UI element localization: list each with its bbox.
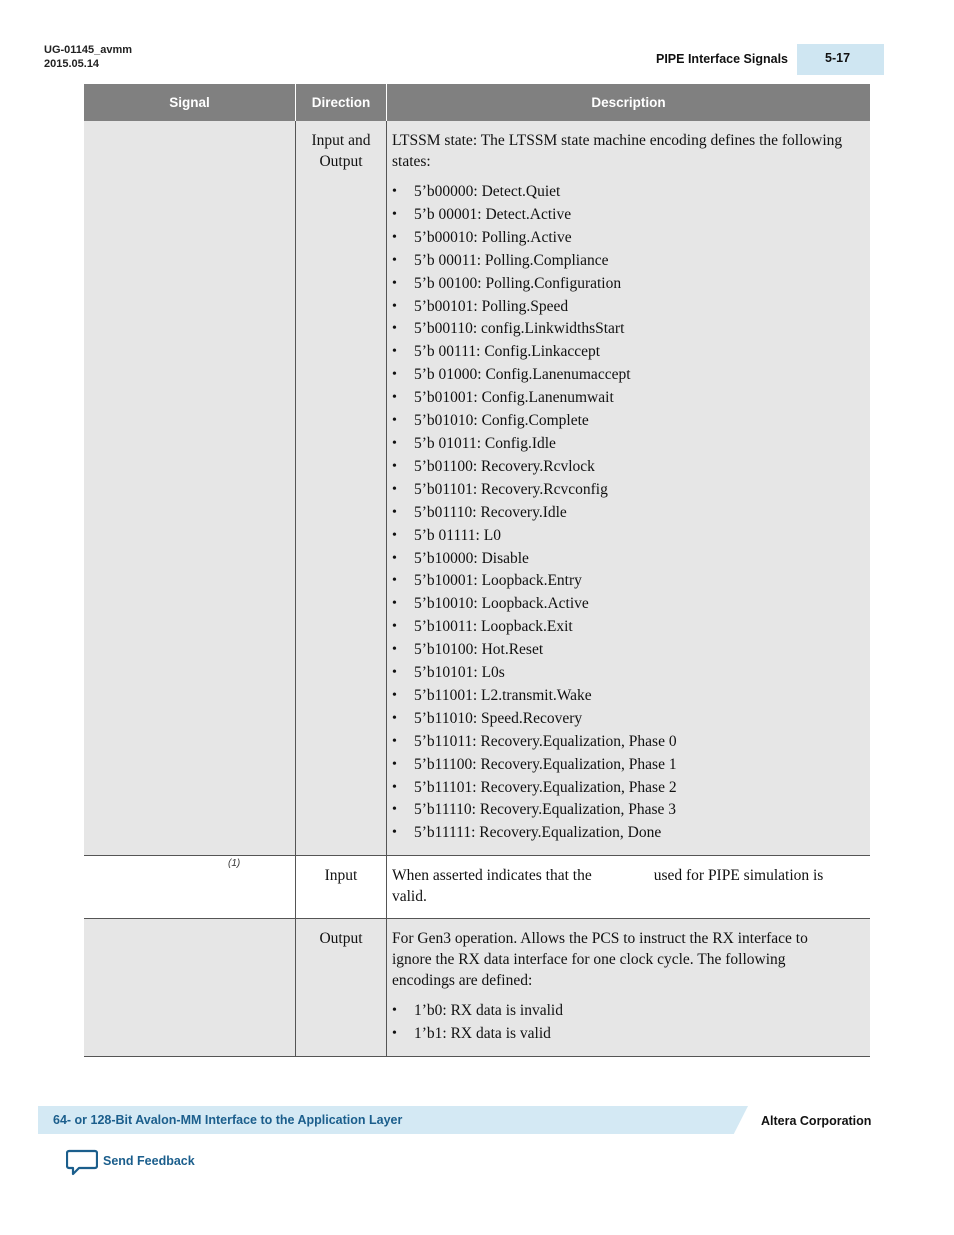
description-text-b: used for PIPE simulation is valid.	[392, 867, 824, 906]
list-item: • 5’b10001: Loopback.Entry	[392, 570, 850, 593]
list-item: • 5’b11011: Recovery.Equalization, Phase 0	[392, 731, 850, 754]
signal-cell	[84, 856, 296, 919]
list-item: • 5’b 01000: Config.Lanenumaccept	[392, 364, 850, 387]
table-header-row	[84, 84, 870, 121]
list-item: • 5’b00000: Detect.Quiet	[392, 181, 850, 204]
description-cell	[387, 121, 871, 856]
list-item: • 5’b00101: Polling.Speed	[392, 296, 850, 319]
list-item: • 5’b01001: Config.Lanenumwait	[392, 387, 850, 410]
list-item: • 5’b 01111: L0	[392, 525, 850, 548]
page-number-tab	[797, 44, 884, 75]
direction-cell: Input	[296, 856, 387, 919]
direction-cell: Output	[296, 919, 387, 1057]
encoding-list	[392, 1000, 850, 1046]
list-item: • 5’b01101: Recovery.Rcvconfig	[392, 479, 850, 502]
description-text-a: When asserted indicates that the	[392, 867, 592, 885]
document-id-block	[44, 43, 132, 71]
list-item: • 5’b00110: config.LinkwidthsStart	[392, 318, 850, 341]
list-item: • 5’b 00111: Config.Linkaccept	[392, 341, 850, 364]
description-cell	[387, 856, 871, 919]
list-item: • 1’b0: RX data is invalid	[392, 1000, 850, 1023]
list-item: • 5’b10011: Loopback.Exit	[392, 616, 850, 639]
list-item: • 5’b10101: L0s	[392, 662, 850, 685]
page-number: 5-17	[825, 51, 851, 65]
list-item: • 5’b11101: Recovery.Equalization, Phase 2	[392, 777, 850, 800]
description-text: LTSSM state: The LTSSM state machine encoding defines the following states:	[392, 132, 843, 170]
footer-company: Altera Corporation	[761, 1114, 872, 1128]
list-item: • 5’b00010: Polling.Active	[392, 227, 850, 250]
list-item: • 1’b1: RX data is valid	[392, 1023, 850, 1046]
speech-bubble-icon	[66, 1149, 98, 1177]
doc-id: UG-01145_avmm	[44, 44, 133, 56]
list-item: • 5’b10100: Hot.Reset	[392, 639, 850, 662]
list-item: • 5’b11110: Recovery.Equalization, Phase 3	[392, 799, 850, 822]
list-item: • 5’b01010: Config.Complete	[392, 410, 850, 433]
pipe-signals-table	[84, 84, 870, 1057]
signal-cell	[84, 919, 296, 1057]
footer-chapter-title: 64- or 128-Bit Avalon-MM Interface to the Application Layer	[53, 1113, 403, 1127]
send-feedback-label[interactable]: Send Feedback	[103, 1154, 195, 1168]
description-text: For Gen3 operation. Allows the PCS to instruct the RX interface to ignore the RX data interface for one clock cycle. The following encodings are defined:	[392, 930, 808, 990]
list-item: • 5’b 00001: Detect.Active	[392, 204, 850, 227]
column-header-direction: Direction	[296, 84, 387, 121]
ltssm-state-list	[392, 181, 850, 845]
doc-date: 2015.05.14	[44, 58, 100, 70]
column-header-signal: Signal	[84, 84, 296, 121]
list-item: • 5’b 00011: Polling.Compliance	[392, 250, 850, 273]
table-row-rx-data-valid	[84, 919, 870, 1057]
footnote-marker: (1)	[228, 858, 241, 870]
list-item: • 5’b 00100: Polling.Configuration	[392, 273, 850, 296]
section-title: PIPE Interface Signals	[656, 52, 788, 66]
footer-chapter-band	[38, 1106, 748, 1134]
list-item: • 5’b 01011: Config.Idle	[392, 433, 850, 456]
list-item: • 5’b10010: Loopback.Active	[392, 593, 850, 616]
table-row-ltssm	[84, 121, 870, 856]
list-item: • 5’b11001: L2.transmit.Wake	[392, 685, 850, 708]
list-item: • 5’b10000: Disable	[392, 548, 850, 571]
column-header-description: Description	[387, 84, 871, 121]
signal-cell	[84, 121, 296, 856]
list-item: • 5’b11010: Speed.Recovery	[392, 708, 850, 731]
description-cell	[387, 919, 871, 1057]
list-item: • 5’b01100: Recovery.Rcvlock	[392, 456, 850, 479]
table-row-sim-valid	[84, 856, 870, 919]
list-item: • 5’b11111: Recovery.Equalization, Done	[392, 822, 850, 845]
list-item: • 5’b01110: Recovery.Idle	[392, 502, 850, 525]
direction-cell: Input and Output	[296, 121, 387, 856]
list-item: • 5’b11100: Recovery.Equalization, Phase 1	[392, 754, 850, 777]
